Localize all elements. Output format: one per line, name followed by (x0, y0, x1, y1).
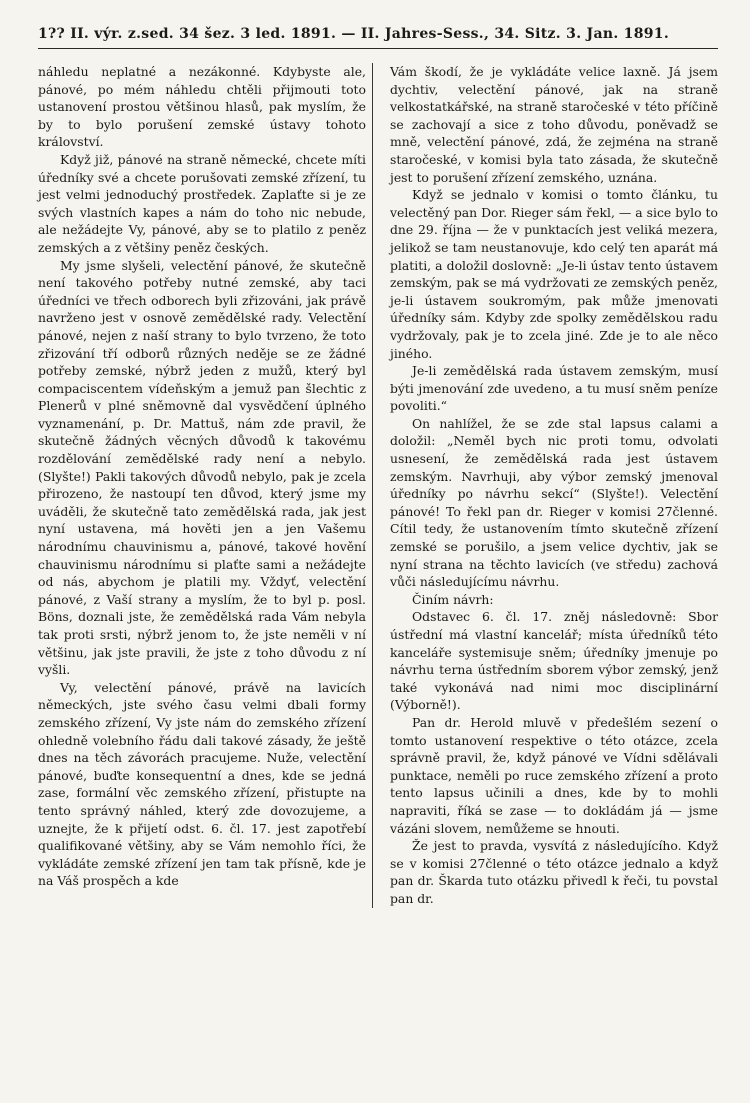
running-header: 1?? II. výr. z.sed. 34 šez. 3 led. 1891. — II. Jahres-Sess., 34. Sitz. 3. Jan. 1891. (38, 26, 718, 49)
paragraph: Když již, pánové na straně německé, chcete míti úředníky své a chcete porušovati zemské zřízení, tu jest velmi jednoduchý prostředek. Zaplaťte si je ze svých vlastních kapes a nám do toho nic nebude, ale nežádejte Vy, pánové, aby se to platilo z peněz zemských a z většiny peněz českých. (38, 151, 366, 255)
paragraph: Když se jednalo v komisi o tomto článku, tu velectěný pan Dor. Rieger sám řekl, — a sice bylo to dne 29. října — že v punktacích jest veliká mezera, jelikož se tam neustanovuje, kdo celý ten aparát má platiti, a doložil doslovně: „Je-li ústav tento ústavem zemským, pak se má vydržovati ze zemských peněz, je-li ústavem soukromým, pak může jmenovati úředníky sám. Kdyby zde spolky zemědělskou radu vydržovaly, pak je to zcela jiné. Zde je to ale něco jiného. (390, 187, 718, 361)
paragraph: Že jest to pravda, vysvítá z následujícího. Když se v komisi 27členné o této otázce jednalo a když pan dr. Škarda tuto otázku přivedl k řeči, tu povstal pan dr. (390, 838, 718, 906)
paragraph: On nahlížel, že se zde stal lapsus calami a doložil: „Neměl bych nic proti tomu, odvolati usnesení, že zemědělská rada jest ústavem zemským. Navrhuji, aby výbor zemský jmenoval úředníky po návrhu sekcí“ (Slyšte!). Velectění pánové! To řekl pan dr. Rieger v komisi 27členné. Cítil tedy, že ustanovením tímto skutečně zřízení zemské se porušilo, a jsem velice dychtiv, jak se nyní strana na těchto lavicích (ve středu) zachová vůči následujícímu návrhu. (390, 415, 718, 590)
paragraph: Odstavec 6. čl. 17. zněj následovně: Sbor ústřední má vlastní kancelář; místa úředníků této kanceláře systemisuje sněm; úředníky jmenuje po návrhu terna ústředním sborem výbor zemský, jenž také vykonává nad nimi moc disciplinární (Výborně!). (390, 609, 718, 713)
paragraph: Vám škodí, že je vykládáte velice laxně. Já jsem dychtiv, velectění pánové, jak na straně velkostatkářské, na straně staročeské v této příčině se zachovají a sice z toho důvodu, poněvadž se mně, velectění pánové, zdá, že zejména na straně staročeské, v komisi byla tato zásada, že skutečně jest to porušení zřízení zemského, uznána. (390, 64, 718, 185)
paragraph: Pan dr. Herold mluvě v předešlém sezení o tomto ustanovení respektive o této otázce, zcela správně pravil, že, když pánové ve Vídni sdělávali punktace, neměli po ruce zemského zřízení a proto tento lapsus učinili a dnes, kde by to mohli napraviti, říká se zase — to dokládám já — jsme vázáni slovem, nemůžeme se hnouti. (390, 714, 718, 836)
left-column (38, 63, 373, 908)
paragraph: My jsme slyšeli, velectění pánové, že skutečně není takového potřeby nutné zemské, aby taci úředníci ve třech odborech byli zřizováni, jak právě navrženo jest v osnově zemědělské rady. Velectění pánové, nejen z naší strany to bylo tvrzeno, že toto zřizování tří odborů různých neděje se ze žádné potřeby zemské, nýbrž jeden z mužů, který byl compaciscentem vídeňským a jemuž pan šlechtic z Plenerů v plné sněmovně dal vysvědčení úplného vyznamenání, p. Dr. Mattuš, nám zde pravil, že skutečně žádných věcných důvodů k takovému rozdělování zemědělské rady není a nebylo. (Slyšte!) Pakli takových důvodů nebylo, pak je zcela přirozeno, že nastoupí ten důvod, který jsme my uváděli, že skutečně tato zemědělská rada, jak jest nyní ustavena, má hověti jen a jen Vašemu národnímu chauvinismu a, pánové, takové hovění chauvinismu národnímu si plaťte sami a nežádejte od nás, abychom je platili my. Vždyť, velectění pánové, z Vaší strany a myslím, že to byl p. posl. Böns, doznali jste, že zemědělská rada Vám nebyla tak proti srsti, nýbrž jenom to, že jste neměli v ní většinu, jak jste pravili, že jste z toho důvodu z ní vyšli. (38, 257, 366, 678)
text-columns (38, 63, 718, 908)
paragraph: Činím návrh: (412, 591, 494, 607)
paragraph: Vy, velectění pánové, právě na lavicích německých, jste svého času velmi dbali formy zemského zřízení, Vy jste nám do zemského zřízení ohledně volebního řádu dali takové zásady, že ještě dnes na těch závorách pracujeme. Nuže, velectění pánové, buďte konsequentní a dnes, kde se jedná zase, formální věc zemského zřízení, přistupte na tento správný náhled, který zde dovozujeme, a uznejte, že k přijetí odst. 6. čl. 17. jest zapotřebí qualifikované většiny, aby se Vám nemohlo říci, že vykládáte zemské zřízení jen tam tak přísně, kde je na Váš prospěch a kde (38, 679, 366, 889)
right-column (384, 63, 718, 908)
paragraph: náhledu neplatné a nezákonné. Kdybyste ale, pánové, po mém náhledu chtěli přijmouti toto ustanovení prostou většinou hlasů, pak myslím, že by to bylo porušení zemské ústavy tohoto království. (38, 64, 366, 150)
paragraph: Je-li zemědělská rada ústavem zemským, musí býti jmenování zde uvedeno, a tu musí sněm peníze povoliti.“ (390, 363, 718, 414)
